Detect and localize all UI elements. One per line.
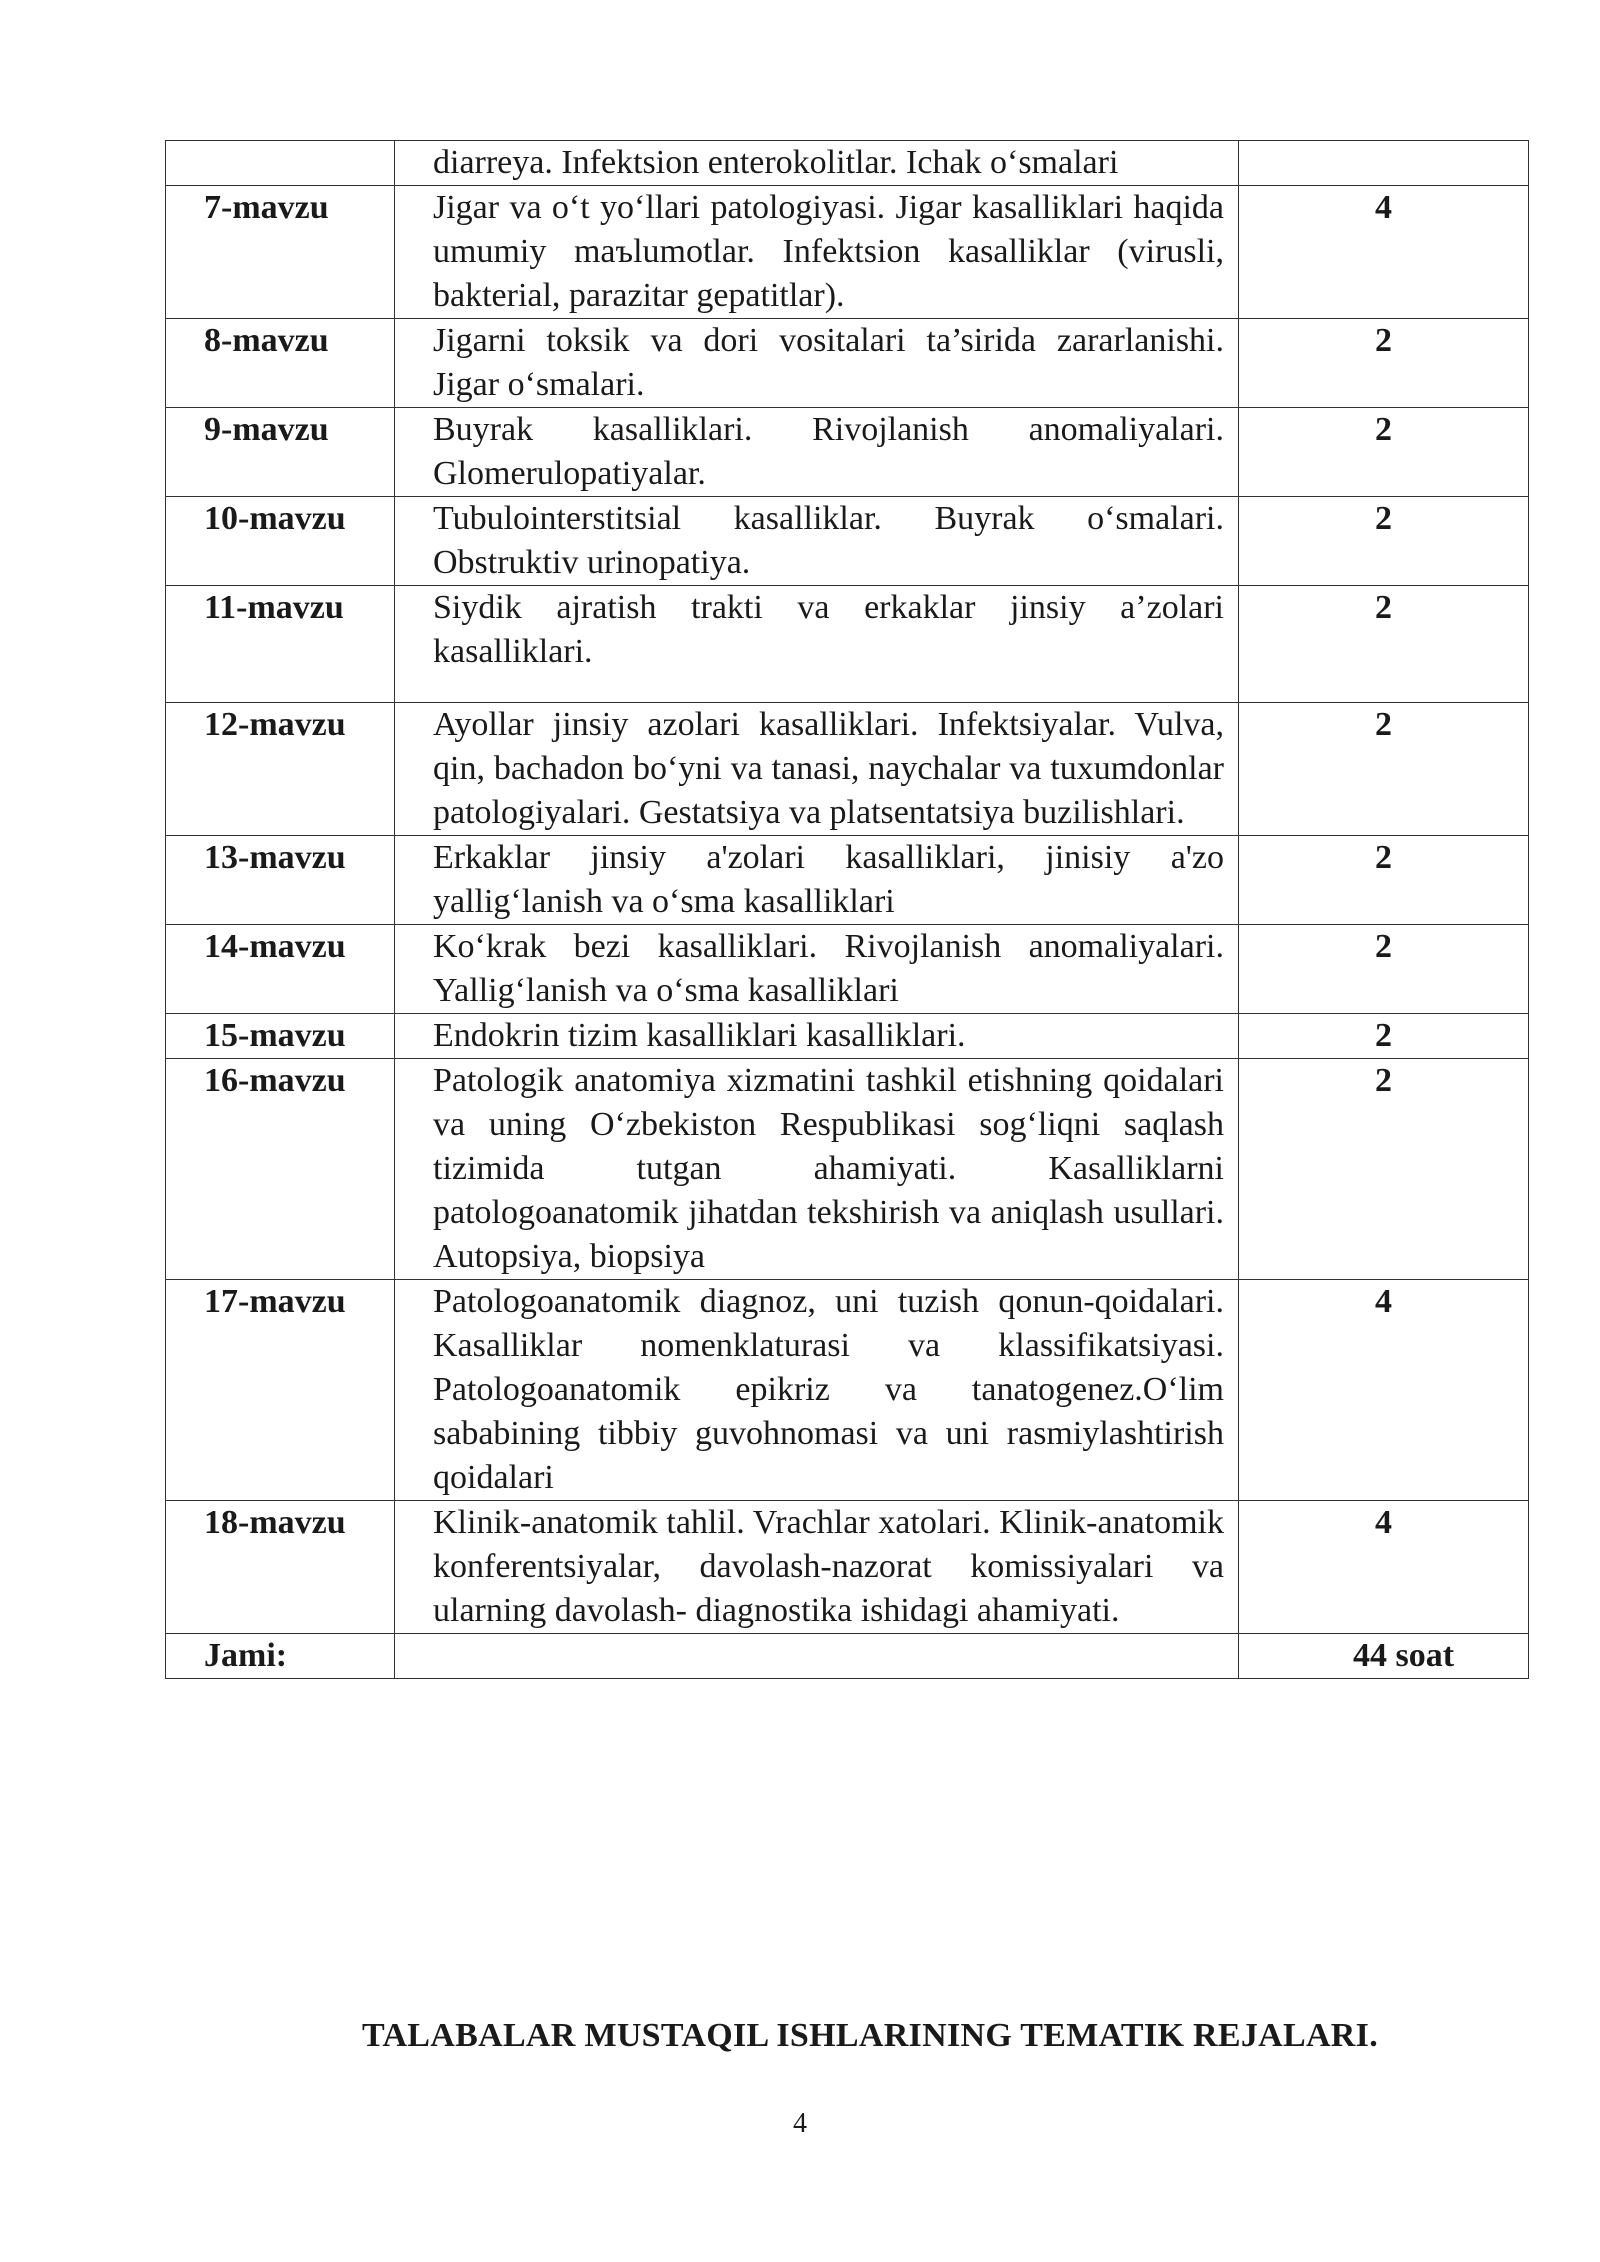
topic-hours: 2 [1239, 408, 1529, 497]
topic-number: 8-mavzu [166, 319, 395, 408]
topic-number: 9-mavzu [166, 408, 395, 497]
thematic-plan-table [165, 140, 1529, 1679]
topic-description: Buyrak kasalliklari. Rivojlanish anomaliyalari. Glomerulopatiyalar. [395, 408, 1239, 497]
table-row [166, 703, 1529, 836]
total-hours: 44 soat [1239, 1634, 1529, 1679]
topic-hours [1239, 141, 1529, 186]
table-row [166, 1280, 1529, 1501]
table-row [166, 836, 1529, 925]
topic-number: 12-mavzu [166, 703, 395, 836]
topic-description: Patologoanatomik diagnoz, uni tuzish qonun-qoidalari. Kasalliklar nomenklaturasi va klassifikatsiyasi. Patologoanatomik epikriz va tanatogenez.O‘lim sababining tibbiy guvohnomasi va uni rasmiylashtirish qoidalari [395, 1280, 1239, 1501]
topic-number: 7-mavzu [166, 186, 395, 319]
topic-description: Tubulointerstitsial kasalliklar. Buyrak o‘smalari. Obstruktiv urinopatiya. [395, 497, 1239, 586]
topic-description: Jigar va o‘t yo‘llari patologiyasi. Jigar kasalliklari haqida umumiy maъlumotlar. Infektsion kasalliklar (virusli, bakterial, parazitar gepatitlar). [395, 186, 1239, 319]
table-row [166, 497, 1529, 586]
topic-hours: 4 [1239, 1501, 1529, 1634]
topic-description: Ko‘krak bezi kasalliklari. Rivojlanish anomaliyalari. Yallig‘lanish va o‘sma kasalliklari [395, 925, 1239, 1014]
topic-number: 15-mavzu [166, 1014, 395, 1059]
topic-description: Patologik anatomiya xizmatini tashkil etishning qoidalari va uning O‘zbekiston Respublikasi sog‘liqni saqlash tizimida tutgan ahamiyati. Kasalliklarni patologoanatomik jihatdan tekshirish va aniqlash usullari. Autopsiya, biopsiya [395, 1059, 1239, 1280]
total-label: Jami: [166, 1634, 395, 1679]
topic-number: 17-mavzu [166, 1280, 395, 1501]
topic-description: Siydik ajratish trakti va erkaklar jinsiy a’zolari kasalliklari. [395, 586, 1239, 703]
topic-description: Endokrin tizim kasalliklari kasalliklari. [395, 1014, 1239, 1059]
table-row [166, 1059, 1529, 1280]
page-number: 4 [793, 2108, 807, 2139]
topic-description: Jigarni toksik va dori vositalari ta’sirida zararlanishi. Jigar o‘smalari. [395, 319, 1239, 408]
topic-hours: 4 [1239, 186, 1529, 319]
topic-hours: 2 [1239, 925, 1529, 1014]
table-row [166, 141, 1529, 186]
table-row [166, 925, 1529, 1014]
total-topic [395, 1634, 1239, 1679]
topic-number [166, 141, 395, 186]
topic-hours: 4 [1239, 1280, 1529, 1501]
topic-hours: 2 [1239, 586, 1529, 703]
table-row [166, 586, 1529, 703]
topic-hours: 2 [1239, 497, 1529, 586]
topic-hours: 2 [1239, 1059, 1529, 1280]
total-row [166, 1634, 1529, 1679]
topic-number: 13-mavzu [166, 836, 395, 925]
table-row [166, 1501, 1529, 1634]
topic-number: 18-mavzu [166, 1501, 395, 1634]
topic-hours: 2 [1239, 836, 1529, 925]
table-row [166, 186, 1529, 319]
topic-number: 14-mavzu [166, 925, 395, 1014]
section-heading: TALABALAR MUSTAQIL ISHLARINING TEMATIK REJALARI. [361, 2017, 1378, 2054]
topic-description: Erkaklar jinsiy a'zolari kasalliklari, jinisiy a'zo yallig‘lanish va o‘sma kasalliklari [395, 836, 1239, 925]
topic-hours: 2 [1239, 703, 1529, 836]
topic-hours: 2 [1239, 1014, 1529, 1059]
topic-number: 11-mavzu [166, 586, 395, 703]
table-row [166, 319, 1529, 408]
table-row [166, 1014, 1529, 1059]
topic-description: Ayollar jinsiy azolari kasalliklari. Infektsiyalar. Vulva, qin, bachadon bo‘yni va tanasi, naychalar va tuxumdonlar patologiyalari. Gestatsiya va platsentatsiya buzilishlari. [395, 703, 1239, 836]
topic-number: 16-mavzu [166, 1059, 395, 1280]
table-row [166, 408, 1529, 497]
topic-description: Klinik-anatomik tahlil. Vrachlar xatolari. Klinik-anatomik konferentsiyalar, davolash-nazorat komissiyalari va ularning davolash- diagnostika ishidagi ahamiyati. [395, 1501, 1239, 1634]
topic-hours: 2 [1239, 319, 1529, 408]
topic-description: diarreya. Infektsion enterokolitlar. Ichak o‘smalari [395, 141, 1239, 186]
topic-number: 10-mavzu [166, 497, 395, 586]
